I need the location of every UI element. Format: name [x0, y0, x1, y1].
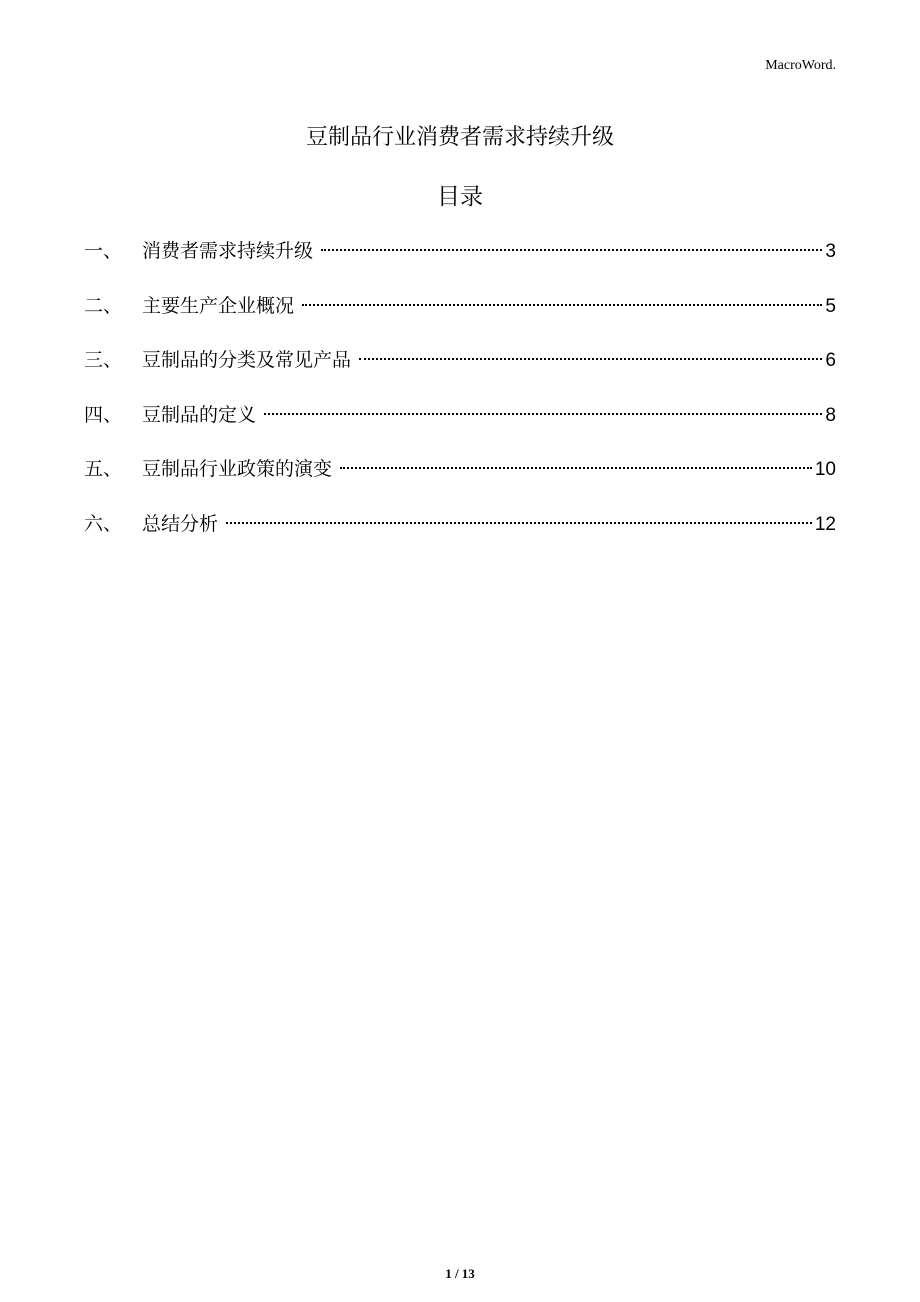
document-title: 豆制品行业消费者需求持续升级 — [305, 125, 614, 150]
table-of-contents — [84, 235, 836, 562]
toc-entry[interactable] — [84, 290, 836, 345]
toc-entry-page: 6 — [825, 350, 836, 371]
toc-entry[interactable] — [84, 508, 836, 563]
toc-entry-title: 总结分析 — [142, 512, 219, 535]
toc-dot-leader — [359, 358, 822, 360]
toc-entry[interactable] — [84, 344, 836, 399]
toc-entry[interactable] — [84, 399, 836, 454]
toc-entry-number: 三、 — [84, 349, 123, 371]
toc-entry-page: 5 — [825, 295, 836, 317]
toc-entry-number: 五、 — [84, 458, 123, 480]
page-indicator: 1 / 13 — [445, 1266, 475, 1281]
toc-entry-title: 消费者需求持续升级 — [142, 240, 314, 262]
toc-entry-number: 六、 — [84, 512, 123, 535]
toc-dot-leader — [226, 522, 812, 524]
toc-entry-page: 8 — [825, 404, 836, 426]
toc-heading: 目录 — [437, 184, 483, 210]
toc-entry-number: 四、 — [84, 403, 123, 426]
toc-entry-number: 二、 — [84, 294, 123, 317]
toc-dot-leader — [302, 304, 822, 306]
toc-dot-leader — [264, 413, 822, 415]
toc-entry-page: 12 — [814, 513, 836, 535]
toc-entry-title: 豆制品的定义 — [142, 403, 257, 426]
toc-entry-page: 10 — [814, 459, 836, 480]
toc-entry[interactable] — [84, 235, 836, 290]
toc-entry-page: 3 — [825, 241, 836, 262]
toc-dot-leader — [340, 467, 812, 469]
toc-entry-title: 主要生产企业概况 — [142, 294, 295, 317]
toc-entry[interactable] — [84, 453, 836, 508]
toc-entry-title: 豆制品的分类及常见产品 — [142, 349, 352, 371]
toc-dot-leader — [321, 249, 822, 251]
toc-entry-number: 一、 — [84, 240, 123, 262]
toc-entry-title: 豆制品行业政策的演变 — [142, 458, 333, 480]
header-brand: MacroWord. — [765, 58, 836, 73]
